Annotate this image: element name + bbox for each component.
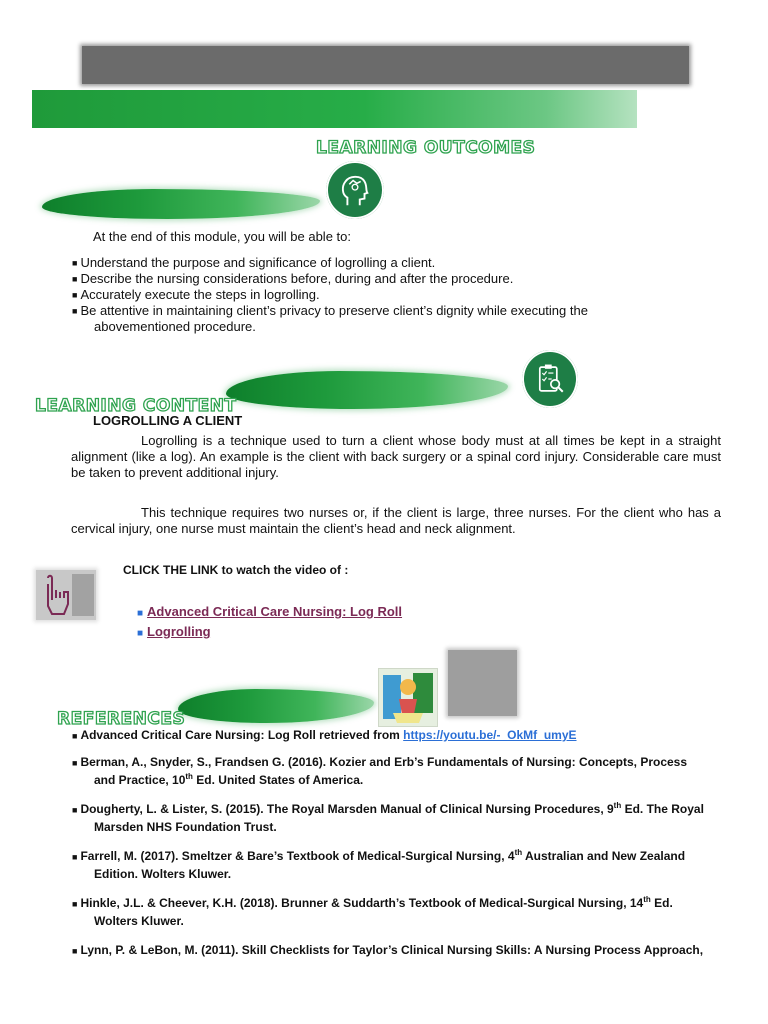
click-prompt: CLICK THE LINK to watch the video of : (123, 563, 349, 577)
checklist-search-icon (522, 350, 578, 408)
list-item (137, 623, 402, 643)
reference-item: ■ Dougherty, L. & Lister, S. (2015). The Royal Marsden Manual of Clinical Nursing Procedures, 9th Ed. The Royal Marsden NHS Foundation Trust. (72, 801, 704, 834)
brush-stroke (42, 189, 320, 219)
learning-content-heading: LEARNING CONTENT (35, 396, 237, 416)
outcomes-list (72, 255, 722, 335)
list-item (137, 603, 402, 623)
list-item-continuation: abovementioned procedure. (94, 319, 256, 334)
link-logrolling[interactable]: Logrolling (147, 624, 211, 639)
clipart-figure-icon (378, 668, 438, 727)
reference-item: ■ Berman, A., Snyder, S., Frandsen G. (2016). Kozier and Erb’s Fundamentals of Nursing: Concepts, Process and Practice, 10th Ed. United States of America. (72, 755, 688, 787)
learning-outcomes-heading: LEARNING OUTCOMES (316, 138, 536, 158)
title-bar (82, 46, 689, 84)
reference-item: ■ Advanced Critical Care Nursing: Log Roll retrieved from https://youtu.be/-_OkMf_umyE (72, 728, 577, 742)
pointing-hand-icon (36, 570, 96, 620)
list-item: ■ Understand the purpose and significance of logrolling a client. (72, 255, 436, 270)
list-item: ■ Describe the nursing considerations before, during and after the procedure. (72, 271, 514, 286)
reference-item: ■ Farrell, M. (2017). Smeltzer & Bare’s Textbook of Medical-Surgical Nursing, 4th Australian and New Zealand Edition. Wolters Kluwer. (72, 848, 686, 881)
video-links (137, 603, 402, 643)
link-advanced-log-roll[interactable]: Advanced Critical Care Nursing: Log Roll (147, 604, 403, 619)
green-header-band (32, 90, 637, 128)
list-item: ■ Be attentive in maintaining client’s privacy to preserve client’s dignity while executing the (72, 303, 588, 318)
brush-stroke (226, 371, 508, 409)
list-item: ■ Accurately execute the steps in logrolling. (72, 287, 320, 302)
outcomes-intro: At the end of this module, you will be able to: (93, 229, 351, 244)
paragraph: This technique requires two nurses or, if the client is large, three nurses. For the client who has a cervical injury, one nurse must maintain the client’s head and neck alignment. (71, 505, 721, 536)
brush-stroke (178, 689, 374, 723)
head-profile-icon (326, 161, 384, 219)
references-list (72, 726, 732, 959)
bullet-icon: ■ (137, 628, 144, 639)
reference-item: ■ Hinkle, J.L. & Cheever, K.H. (2018). Brunner & Suddarth’s Textbook of Medical-Surgical Nursing, 14th Ed. Wolters Kluwer. (72, 895, 673, 928)
paragraph: Logrolling is a technique used to turn a client whose body must at all times be kept in a straight alignment (like a log). An example is the client with back surgery or a spinal cord injury. Considerable care must be taken to prevent additional injury. (71, 433, 721, 480)
section-title: LOGROLLING A CLIENT (93, 413, 243, 428)
bullet-icon: ■ (137, 608, 144, 619)
references-heading: REFERENCES (57, 709, 186, 729)
gray-image-placeholder (448, 650, 517, 716)
reference-link[interactable]: https://youtu.be/-_OkMf_umyE (403, 728, 577, 742)
reference-item: ■ Lynn, P. & LeBon, M. (2011). Skill Checklists for Taylor’s Clinical Nursing Skills: A Nursing Process Approach, (72, 943, 704, 957)
